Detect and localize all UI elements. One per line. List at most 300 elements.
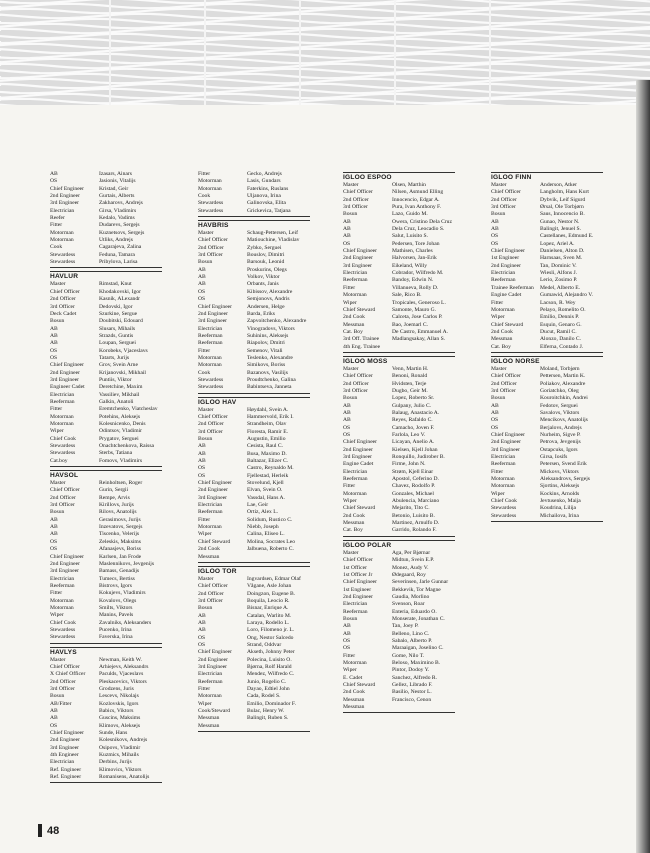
crew-name: Inzevatovs, Sergejs [99, 524, 143, 531]
crew-row [343, 336, 455, 343]
ship-section-continued [50, 171, 162, 268]
crew-rank: Chief Officer [198, 237, 228, 244]
crew-name: Orbants, Janis [247, 281, 279, 288]
crew-name: Tiscenko, Velerijs [99, 531, 140, 538]
crew-row [343, 565, 455, 572]
crew-row [491, 373, 603, 380]
crew-rank: 2nd Officer [50, 296, 76, 303]
crew-rank: 3rd Officer [343, 204, 368, 211]
crew-name: Gonzales, Michael [392, 490, 434, 497]
crew-name: Deretchine, Maxim [99, 384, 143, 391]
crew-name: Ortiz, Alex L. [247, 509, 279, 516]
crew-row [343, 197, 455, 204]
crew-name [247, 723, 310, 730]
crew-name: Catalan, Warlito M. [247, 612, 292, 619]
crew-rank: Messman [491, 336, 513, 343]
crew-row [198, 407, 310, 414]
crew-name: Midtun, Svein E.P. [392, 557, 435, 564]
crew-name: Dudarevs, Sergejs [99, 222, 140, 229]
crew-rank: Messman [198, 553, 220, 560]
crew-row [343, 704, 455, 711]
crew-rank: Chief Engineer [343, 248, 378, 255]
crew-rank: Cat. Boy [491, 343, 511, 350]
crew-rank: Master [343, 365, 359, 372]
crew-rank: AB [343, 409, 351, 416]
crew-rank: Bosun [491, 211, 506, 218]
crew-rank: 3rd Engineer [491, 446, 521, 453]
crew-rank: Fitter [491, 299, 504, 306]
crew-name: Pleskacevics, Viktors [99, 678, 147, 685]
crew-rank: Master [50, 281, 66, 288]
crew-name: Utliks, Andrejs [99, 237, 133, 244]
crew-name: Pura, Ivan Anthony F. [392, 204, 442, 211]
crew-name: Suhinins, Aleksejs [247, 332, 289, 339]
crew-row [343, 572, 455, 579]
crew-row [343, 587, 455, 594]
crew-row [50, 237, 162, 244]
crew-row [198, 355, 310, 362]
ship-name: HAVSOL [50, 470, 162, 480]
crew-name: Kuznetsovs, Sergejs [99, 229, 145, 236]
crew-rank: Chief Steward [343, 306, 376, 313]
crew-row [198, 421, 310, 428]
crew-name: Kibissov, Alexandre [247, 288, 293, 295]
crew-row [50, 634, 162, 641]
crew-rows [50, 171, 162, 268]
crew-name: Molina, Socrates Leo [247, 538, 296, 545]
crew-name: Fjellestad, Herleik [247, 472, 289, 479]
crew-row [491, 483, 603, 490]
crew-rank: OS [343, 240, 351, 247]
crew-rank: Bosun [50, 693, 65, 700]
crew-row [50, 326, 162, 333]
crew-rank: OS [50, 722, 58, 729]
crew-row [343, 527, 455, 534]
crew-rank: AB [198, 619, 206, 626]
crew-name: Dybvik, Leif Sigurd [540, 196, 586, 203]
crew-row [491, 513, 603, 520]
crew-name: Bandoy, Edwin N. [392, 277, 434, 284]
crew-name: Grickevica, Tatjana [247, 207, 291, 214]
crew-rank: Messman [198, 722, 220, 729]
crew-rank: 2nd Engineer [50, 193, 80, 200]
crew-row [198, 495, 310, 502]
crew-row [50, 377, 162, 384]
crew-rank: Chief Officer [343, 373, 373, 380]
crew-row [343, 667, 455, 674]
crew-rank: Electrician [198, 671, 223, 678]
ship-name: HAVBRIS [198, 220, 310, 230]
crew-row [491, 233, 603, 240]
crew-row [50, 745, 162, 752]
crew-name: Galinovska, Elita [247, 200, 286, 207]
crew-name: Ducut, Ramil C. [540, 328, 577, 335]
crew-rank: 3rd Engineer [198, 318, 228, 325]
crew-row [491, 469, 603, 476]
crew-row [50, 531, 162, 538]
crew-rank: Reeferman [491, 277, 516, 284]
crew-row [343, 292, 455, 299]
crew-rank: Bosun [198, 259, 213, 266]
crew-rank: Cook [198, 193, 211, 200]
crew-rank: Reeferman [491, 461, 516, 468]
ship-section [491, 356, 603, 522]
crew-name: Tumecs, Bertiss [99, 575, 135, 582]
ship-section [50, 647, 162, 784]
crew-row [50, 671, 162, 678]
crew-name: Guscins, Maksims [99, 715, 141, 722]
crew-row [50, 362, 162, 369]
crew-row [198, 576, 310, 583]
crew-row [198, 274, 310, 281]
crew-rank: Master [198, 575, 214, 582]
crew-name: Baltazar, Elizer C. [247, 458, 289, 465]
crew-row [50, 348, 162, 355]
crew-rank: Electrician [343, 601, 368, 608]
crew-name: Maslennikovs, Jevgenijs [99, 560, 155, 567]
crew-row [50, 252, 162, 259]
crew-rank: Messman [343, 321, 365, 328]
crew-row [50, 730, 162, 737]
crew-name: Tan, Joey P. [392, 623, 419, 630]
crew-name: Kockins, Arnolds [540, 490, 580, 497]
crew-rank: AB [343, 226, 351, 233]
crew-name: Langholm, Hans Kurt [540, 189, 589, 196]
crew-row [50, 193, 162, 200]
crew-row [343, 645, 455, 652]
crew-name: Teslenko, Alexandre [247, 354, 293, 361]
crew-row [198, 171, 310, 178]
crew-row [343, 461, 455, 468]
crew-name: Beloso, Maximino B. [392, 659, 441, 666]
crew-rank: Motorman [50, 229, 74, 236]
ship-name: HAVLUR [50, 271, 162, 281]
crew-row [50, 259, 162, 266]
crew-rank: AB [491, 402, 499, 409]
crew-row [343, 682, 455, 689]
crew-name: Aga, Per Bjørnar [392, 549, 431, 556]
crew-name: Sanchez, Alfredo R. [392, 674, 438, 681]
crew-rows [198, 230, 310, 394]
crew-name: Niebb, Joseph [247, 524, 279, 531]
crew-row [491, 381, 603, 388]
crew-name: Camacho, Joven F. [392, 424, 435, 431]
crew-rank: 2nd Officer [198, 244, 224, 251]
crew-row [198, 708, 310, 715]
crew-row [50, 450, 162, 457]
crew-name: Harnsaas, Sven M. [540, 255, 583, 262]
crew-row [198, 465, 310, 472]
crew-name: Apostol, Ceferino D. [392, 476, 439, 483]
crew-rank: Chief Engineer [491, 432, 526, 438]
crew-rows [491, 182, 603, 353]
crew-row [198, 230, 310, 237]
crew-row [343, 653, 455, 660]
crew-name: Paculds, Vjaceslavs [99, 671, 144, 678]
crew-name: Smilts, Viktors [99, 604, 133, 611]
crew-row [198, 296, 310, 303]
crew-name: Madlangsakay, Allan S. [392, 336, 446, 343]
crew-row [50, 583, 162, 590]
crew-row [50, 392, 162, 399]
crew-name: Olsen, Marthin [392, 182, 426, 188]
crew-row [50, 458, 162, 465]
crew-row [198, 487, 310, 494]
crew-rank: Chief Officer [50, 288, 80, 295]
crew-row [343, 417, 455, 424]
crew-row [491, 219, 603, 226]
crew-rank: 3rd Engineer [50, 568, 80, 575]
ship-section [343, 356, 455, 537]
crew-rank: Stewardess [198, 376, 224, 383]
crew-rank: 3rd Engineer [343, 454, 373, 461]
crew-name: Mickovs, Viktors [540, 468, 579, 475]
crew-name: Esquin, Genaro G. [540, 321, 582, 328]
crew-rank: 2nd Engineer [343, 255, 373, 262]
crew-name: Kedalo, Vadims [99, 215, 135, 222]
crew-rank: OS [198, 472, 206, 479]
crew-row [50, 605, 162, 612]
crew-name: Gecko, Andrejs [247, 171, 282, 177]
crew-rank: AB [50, 325, 58, 332]
ship-section-continued [198, 171, 310, 217]
crew-rank: Reeferman [343, 476, 368, 483]
crew-name: Gulpany, Julio C. [392, 402, 432, 409]
crew-rank: AB [50, 524, 58, 531]
crew-name: Savalovs, Viktors [540, 409, 580, 416]
crew-name: Gumawid, Alejandro V. [540, 292, 593, 299]
crew-name: Pucenko, Irina [99, 626, 132, 633]
crew-rank: Reeferman [50, 398, 75, 405]
crew-rank: AB [343, 417, 351, 424]
crew-rank: 2nd Engineer [343, 593, 373, 600]
crew-row [491, 197, 603, 204]
crew-row [50, 406, 162, 413]
crew-name: Loupan, Serguei [99, 340, 136, 347]
crew-row [198, 245, 310, 252]
crew-row [198, 473, 310, 480]
crew-row [198, 664, 310, 671]
crew-row [491, 277, 603, 284]
crew-rank: 3rd Officer [50, 502, 75, 509]
crew-rank: Chief Cook [50, 619, 76, 626]
crew-name: Cagarajeva, Zalina [99, 244, 142, 251]
crew-row [198, 443, 310, 450]
crew-rank: Engine Cadet [491, 292, 522, 299]
crew-row [343, 322, 455, 329]
crew-row [50, 664, 162, 671]
crew-name: Boquila, Leocio R. [247, 597, 290, 604]
crew-row [198, 458, 310, 465]
crew-name: Kuzmics, Mihails [99, 752, 139, 759]
ship-section [198, 220, 310, 394]
crew-name: Bouslov, Dimitri [247, 252, 285, 259]
crew-rank: Chief Officer [50, 663, 80, 670]
crew-rank: Stewardess [50, 251, 76, 258]
crew-name: Pribylova, Larisa [99, 259, 138, 266]
crew-name: Petrova, Jevgenijs [540, 439, 581, 446]
crew-name: Balingit, Jenuel S. [540, 226, 582, 233]
crew-row [343, 255, 455, 262]
crew-name: Junio, Rogelio C. [247, 678, 287, 685]
crew-row [198, 384, 310, 391]
crew-rank: Bosun [198, 436, 213, 442]
crew-row [343, 307, 455, 314]
crew-rank: Ref. Engineer [50, 766, 82, 773]
crew-row [50, 701, 162, 708]
crew-name: Loro, Filomeno jr. L. [247, 627, 295, 634]
crew-row [343, 689, 455, 696]
crew-row [198, 502, 310, 509]
crew-rank: 2nd Cook [343, 512, 365, 519]
crew-row [198, 671, 310, 678]
ship-section [50, 470, 162, 644]
crew-column-3 [343, 171, 455, 716]
crew-rank: Master [50, 656, 66, 663]
crew-rank: 2nd Cook [198, 546, 220, 553]
crew-rank: 3rd Officer [198, 597, 223, 604]
crew-rank: Reeferman [343, 277, 368, 284]
crew-name: Szurkine, Sergue [99, 310, 138, 317]
crew-row [198, 451, 310, 458]
crew-name: Martinez, Arnulfo D. [392, 520, 440, 527]
crew-rank: 2nd Engineer [198, 656, 228, 663]
crew-row [491, 226, 603, 233]
crew-rank: Wiper [343, 667, 357, 674]
crew-row [50, 178, 162, 185]
crew-name: Salut, Luisito S. [392, 233, 429, 240]
crew-row [50, 723, 162, 730]
crew-name: Ørsal, Ole Torbjørn [540, 204, 584, 211]
crew-row [198, 546, 310, 553]
crew-row [491, 366, 603, 373]
crew-row [343, 505, 455, 512]
crew-name: Danielsen, Alton D. [540, 248, 585, 255]
crew-name: Alonzo, Danilo C. [540, 336, 582, 343]
crew-name: Kolesnicenko, Denis [99, 421, 146, 427]
crew-row [491, 189, 603, 196]
crew-name: Lerio, Zosimo P. [540, 277, 578, 284]
crew-name: Vassiliev, Mikhail [99, 391, 140, 398]
crew-row [198, 715, 310, 722]
crew-rank: Bosun [50, 318, 65, 325]
crew-row [491, 211, 603, 218]
crew-name: Semjonovs, Andris [247, 296, 290, 303]
crew-name: Benoni, Ronald [392, 373, 428, 380]
crew-rank: Motorman [198, 362, 222, 369]
crew-name: Balingit, Ruben S. [247, 715, 289, 722]
crew-rank: 2nd Engineer [491, 262, 521, 269]
crew-rank: Motorman [491, 483, 515, 490]
crew-name: Gellez, Librado F. [392, 682, 433, 688]
crew-row [198, 362, 310, 369]
crew-row [198, 531, 310, 538]
footer-bar [38, 824, 42, 837]
crew-row [343, 454, 455, 461]
crew-rank: AB [198, 450, 206, 457]
crew-name: Mejarito, Tito C. [392, 505, 430, 512]
crew-rank: 3rd Officer [491, 387, 516, 394]
crew-name: Maraaigan, Joselino C. [392, 645, 444, 652]
crew-row [50, 737, 162, 744]
crew-rank: OS [343, 432, 351, 438]
crew-row [198, 208, 310, 215]
crew-row [198, 598, 310, 605]
crew-rank: 2nd Cook [343, 689, 365, 696]
crew-row [343, 432, 455, 439]
crew-rank: Bosun [343, 211, 358, 218]
crew-name: Stovelund, Kjell [247, 480, 284, 487]
crew-rank: Chief Officer [343, 557, 373, 564]
crew-rank: AB [50, 516, 58, 523]
crew-rank: Trainee Reeferman [491, 284, 534, 291]
crew-rank: AB [343, 218, 351, 225]
crew-name: Prygatov, Serguei [99, 435, 139, 442]
crew-name: Licayan, Anelio A. [392, 439, 435, 446]
crew-name: Manins, Pavels [99, 612, 134, 619]
crew-row [343, 388, 455, 395]
ship-name: IGLOO ESPOO [343, 172, 455, 182]
crew-rows [491, 366, 603, 522]
crew-row [198, 370, 310, 377]
crew-name: Balaug, Anastacio A. [392, 409, 440, 416]
crew-name: Berjalovs, Andrejs [540, 424, 582, 431]
crew-name: Elvan, Svein O. [247, 487, 283, 494]
crew-name: Tan, Dominic V. [540, 262, 577, 269]
crew-row [491, 425, 603, 432]
crew-row [198, 289, 310, 296]
crew-row [343, 483, 455, 490]
crew-row [491, 417, 603, 424]
ship-section [491, 172, 603, 353]
crew-row [491, 292, 603, 299]
crew-name: Høydahl, Svein A. [247, 406, 289, 413]
crew-rank: OS [50, 178, 58, 185]
crew-name: Andersen, Helge [247, 303, 285, 310]
crew-rank: Messman [343, 704, 365, 711]
crew-row [50, 186, 162, 193]
crew-row [198, 620, 310, 627]
crew-rank: 2nd Engineer [50, 737, 80, 744]
crew-name: Garrido, Rolando F. [392, 527, 437, 534]
crew-row [50, 502, 162, 509]
crew-name: Innocencio, Edgar A. [392, 196, 440, 203]
crew-row [343, 609, 455, 616]
crew-row [50, 318, 162, 325]
crew-name: Ødegaard, Roy [392, 571, 426, 578]
crew-name: Abulencia, Marciano [392, 498, 440, 505]
crew-rank: Stewardess [50, 634, 76, 641]
crew-row [343, 241, 455, 248]
crew-name: Emilio, Dominador F. [247, 700, 296, 707]
crew-rank: 3rd Engineer [50, 744, 80, 751]
crew-rank: 2nd Engineer [198, 487, 228, 494]
crew-rank: 4th Eng. Trainee [343, 343, 381, 350]
crew-name: Karlsen, Jan Frode [99, 553, 142, 560]
crew-name: Girsa, Vladimirs [99, 207, 137, 214]
crew-row [198, 186, 310, 193]
crew-row [198, 657, 310, 664]
crew-row [198, 693, 310, 700]
ship-name: IGLOO HAV [198, 397, 310, 407]
crew-rank: Messman [343, 696, 365, 703]
crew-row [198, 377, 310, 384]
crew-rank: Motorman [198, 693, 222, 700]
crew-name: Kouroitchkin, Andrei [540, 395, 588, 402]
crew-row [491, 461, 603, 468]
crew-rank: Motorman [50, 413, 74, 420]
crew-row [50, 767, 162, 774]
